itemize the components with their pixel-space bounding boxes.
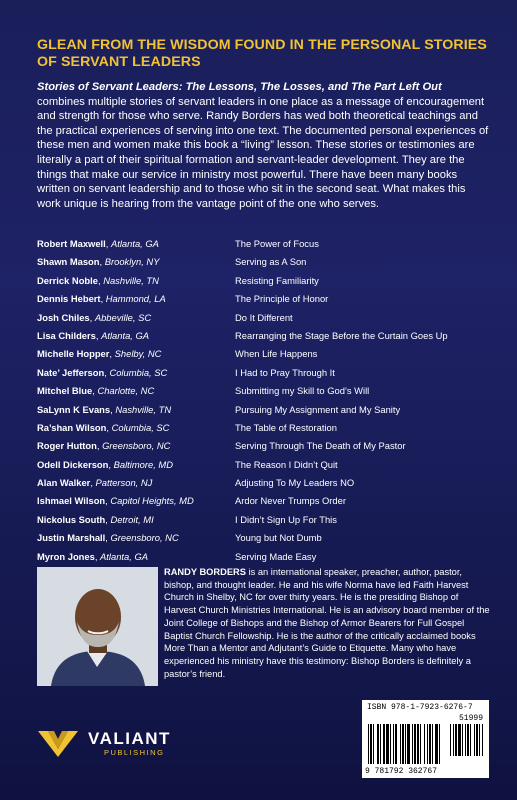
barcode-bar (373, 724, 374, 764)
contributor-name: Ra’shan Wilson (37, 421, 107, 433)
story-title: Young but Not Dumb (235, 532, 322, 544)
barcode-bar (439, 724, 440, 764)
barcode-bar (377, 724, 379, 764)
valiant-v-logo-icon (38, 731, 80, 757)
barcode-bar (386, 724, 389, 764)
contributor-name: Nate’ Jefferson (37, 366, 105, 378)
contributor (37, 256, 235, 274)
contributor-location: Columbia, SC (111, 421, 170, 433)
contributor (37, 514, 235, 532)
addon-barcode-bar (465, 724, 466, 756)
name-separator: , (106, 421, 112, 433)
story-title: Rearranging the Stage Before the Curtain Goes Up (235, 329, 448, 341)
story-row (37, 367, 487, 385)
contributor-name: Michelle Hopper (37, 348, 110, 360)
name-separator: , (100, 293, 106, 305)
story-title: Serving Made Easy (235, 550, 317, 562)
barcode-bar (424, 724, 425, 764)
barcode-bar (402, 724, 404, 764)
contributor (37, 440, 235, 458)
intro-paragraph (37, 80, 489, 211)
author-portrait-image (37, 567, 158, 686)
contributor-name: Ishmael Wilson (37, 495, 106, 507)
contributor-name: Roger Hutton (37, 440, 97, 452)
contributor-name: Alan Walker (37, 477, 91, 489)
barcode-bar (432, 724, 433, 764)
name-separator: , (105, 513, 111, 525)
contributor-name: Myron Jones (37, 550, 95, 562)
contributor-location: Atlanta, GA (110, 238, 159, 249)
contributor (37, 495, 235, 513)
story-title: Serving as A Son (235, 256, 307, 268)
name-separator: , (94, 550, 101, 562)
addon-barcode-bar (462, 724, 463, 756)
story-title: The Reason I Didn’t Quit (235, 458, 338, 470)
publisher-logo (38, 730, 171, 758)
contributor-name: Derrick Noble (37, 274, 98, 286)
contributor-location: Detroit, MI (110, 513, 154, 525)
contributor-location: Atlanta, GA (101, 329, 150, 341)
contributor (37, 275, 235, 293)
contributor (37, 293, 235, 311)
contributor-name: Josh Chiles (37, 311, 90, 323)
addon-barcode-bar (474, 724, 475, 756)
ean-number: 9 781792 362767 (365, 767, 438, 776)
name-separator: , (110, 403, 116, 415)
barcode-bar (370, 724, 372, 764)
contributor-name: SaLynn K Evans (37, 403, 111, 415)
name-separator: , (90, 477, 96, 489)
contributor-name: Odell Dickerson (37, 458, 109, 470)
contributor (37, 477, 235, 495)
story-row (37, 477, 487, 495)
addon-barcode-bar (482, 724, 483, 756)
barcode-bar (390, 724, 391, 764)
story-title: Pursuing My Assignment and My Sanity (235, 403, 401, 415)
contributor-name: Justin Marshall (37, 532, 106, 544)
isbn-number: ISBN 978-1-7923-6276-7 (367, 703, 473, 712)
contributor-location: Greensboro, NC (110, 532, 179, 544)
barcode-bar (407, 724, 410, 764)
barcode-bar (429, 724, 431, 764)
contributor-name: Robert Maxwell (37, 238, 106, 249)
contributor-location: Greensboro, NC (102, 440, 171, 452)
name-separator: , (92, 385, 98, 397)
addon-barcode-bar (479, 724, 480, 756)
story-title: I Had to Pray Through It (235, 366, 335, 378)
barcode-bar (393, 724, 394, 764)
story-row (37, 293, 487, 311)
name-separator: , (99, 256, 105, 268)
contributor-location: Capitol Heights, MD (110, 495, 194, 507)
contributor-location: Abbeville, SC (94, 311, 152, 323)
isbn-barcode (362, 700, 489, 778)
contributor-location: Patterson, NJ (95, 477, 153, 489)
addon-barcode-bar (450, 724, 451, 756)
headline: GLEAN FROM THE WISDOM FOUND IN THE PERSONAL STORIES OF SERVANT LEADERS (37, 37, 487, 70)
addon-barcode-bar (476, 724, 478, 756)
author-bio (164, 566, 490, 680)
barcode-bar (383, 724, 385, 764)
intro-body: combines multiple stories of servant leaders in one place as a message of encouragement and strength for those who serve. Randy Borders has wed both theoretical teachings and the practical experiences of serving into one text. The documented personal experiences of these men and women make this book a “living” lesson. These stories or testimonies are literally a part of their spiritual formation and servant-leader development. They are the things that make our service in ministry most powerful. There have been many books written on servant leadership and to those who sit in the second seat. What makes this work unique is hearing from the vantage point of the one who serves. (37, 95, 489, 210)
contributor-location: Atlanta, GA (100, 550, 148, 562)
addon-barcode-bar (470, 724, 471, 756)
contributor-name: Mitchel Blue (37, 385, 93, 397)
name-separator: , (104, 366, 110, 378)
publisher-subtitle: PUBLISHING (104, 748, 165, 757)
barcode-bar (380, 724, 381, 764)
story-row (37, 422, 487, 440)
contributor (37, 238, 235, 256)
story-title: Ardor Never Trumps Order (235, 495, 346, 507)
barcode-bar (368, 724, 369, 764)
author-name: RANDY BORDERS (164, 567, 246, 577)
author-photo (37, 567, 158, 686)
contributor-location: Hammond, LA (105, 293, 166, 305)
contributor-name: Shawn Mason (37, 256, 100, 268)
name-separator: , (97, 274, 104, 286)
story-row (37, 348, 487, 366)
story-title: Resisting Familiarity (235, 274, 319, 286)
story-row (37, 330, 487, 348)
name-separator: , (108, 458, 114, 470)
contributor-location: Columbia, SC (109, 366, 168, 378)
name-separator: , (96, 440, 103, 452)
story-row (37, 385, 487, 403)
story-title: The Table of Restoration (235, 421, 337, 433)
story-row (37, 532, 487, 550)
story-row (37, 404, 487, 422)
name-separator: , (105, 532, 111, 544)
contributor (37, 459, 235, 477)
contributor-location: Charlotte, NC (97, 385, 155, 397)
story-title: The Principle of Honor (235, 293, 329, 305)
contributor-location: Shelby, NC (114, 348, 162, 360)
story-title: When Life Happens (235, 348, 318, 360)
story-row (37, 238, 487, 256)
contributor-location: Nashville, TN (103, 274, 159, 286)
contributor (37, 422, 235, 440)
contributor (37, 330, 235, 348)
barcode-bar (435, 724, 438, 764)
story-list (37, 238, 487, 569)
price-code: 51999 (458, 714, 483, 723)
contributor (37, 312, 235, 330)
contributor-name: Dennis Hebert (37, 293, 101, 305)
contributor-location: Baltimore, MD (113, 458, 173, 470)
story-title: Do It Different (235, 311, 293, 323)
contributor-location: Brooklyn, NY (104, 256, 160, 268)
barcode-bar (427, 724, 428, 764)
barcode-bar (400, 724, 401, 764)
story-title: Adjusting To My Leaders NO (235, 477, 355, 489)
publisher-brand: VALIANT (88, 729, 171, 748)
contributor (37, 532, 235, 550)
barcode-bar (420, 724, 421, 764)
story-row (37, 495, 487, 513)
contributor-name: Nickolus South (37, 513, 106, 525)
story-row (37, 459, 487, 477)
story-title: The Power of Focus (235, 238, 319, 249)
author-bio-text: is an international speaker, preacher, author, pastor, bishop, and thought leader. He and his wife Norma have led Faith Harvest Church in Shelby, NC for over thirty years. He is the presiding Bishop of Harvest Church Ministries International. He is an advisory board member of the Joint College of Bishops and the Bishop of Armor Bearers for Full Gospel Baptist Church Fellowship. He is the author of the critically acclaimed books More Than a Mentor and Adjutant’s Guide to Etiquette. Many who have experienced his ministry have this testimony: Bishop Borders is definitely a pastor’s friend. (164, 567, 490, 679)
story-row (37, 312, 487, 330)
book-title: Stories of Servant Leaders: The Lessons, The Losses, and The Part Left Out (37, 81, 442, 93)
contributor-location: Nashville, TN (115, 403, 172, 415)
contributor (37, 367, 235, 385)
story-row (37, 440, 487, 458)
story-title: Submitting my Skill to God’s Will (235, 385, 370, 397)
addon-barcode-bar (467, 724, 469, 756)
story-row (37, 275, 487, 293)
story-title: Serving Through The Death of My Pastor (235, 440, 406, 452)
barcode-bar (412, 724, 413, 764)
name-separator: , (89, 311, 95, 323)
contributor-name: Lisa Childers (37, 329, 96, 341)
addon-barcode-bar (453, 724, 454, 756)
addon-barcode-bar (458, 724, 461, 756)
name-separator: , (109, 348, 115, 360)
addon-barcode-bar (455, 724, 457, 756)
story-row (37, 514, 487, 532)
barcode-bar (405, 724, 406, 764)
name-separator: , (95, 329, 102, 341)
story-title: I Didn’t Sign Up For This (235, 513, 337, 525)
barcode-bar (417, 724, 419, 764)
story-row (37, 256, 487, 274)
contributor (37, 348, 235, 366)
name-separator: , (105, 495, 111, 507)
name-separator: , (105, 238, 111, 249)
barcode-bar (414, 724, 416, 764)
contributor (37, 385, 235, 403)
contributor (37, 404, 235, 422)
barcode-bar (395, 724, 397, 764)
